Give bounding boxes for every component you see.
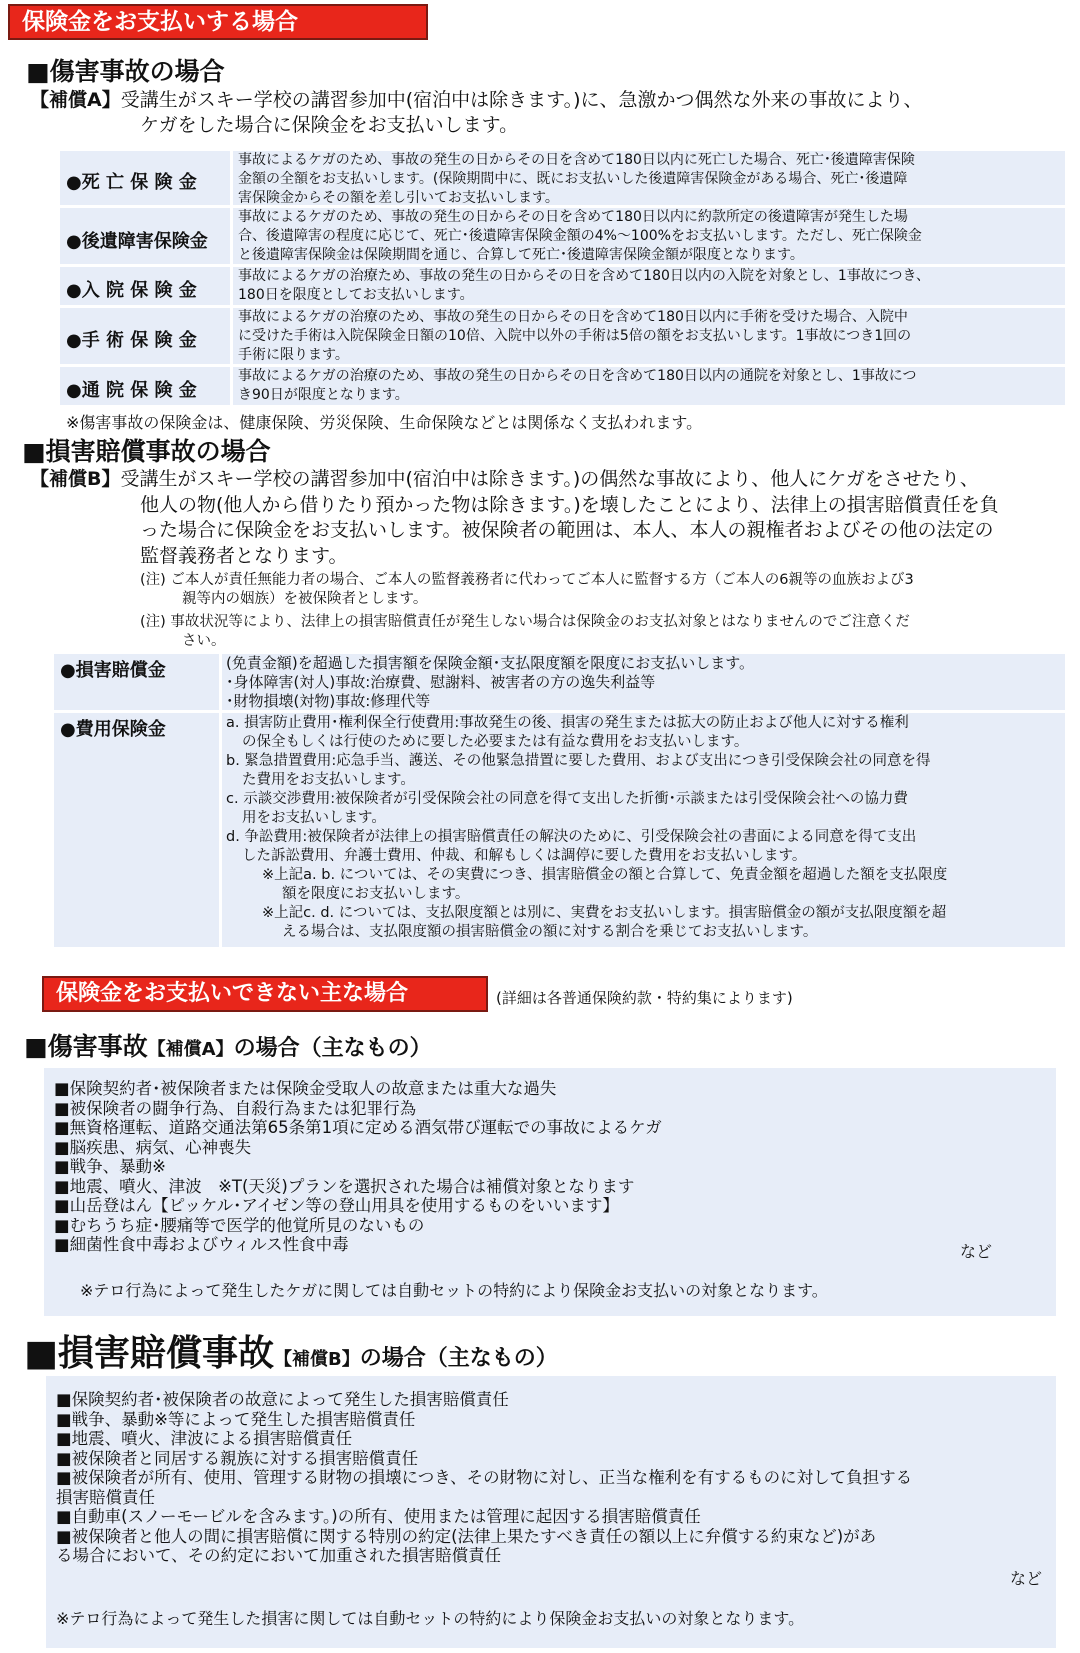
nopay-injury-list (54, 1079, 662, 1255)
nopay-liability-list (56, 1390, 912, 1566)
liability-intro-line: った場合に保険金をお支払いします。被保険者の範囲は、本人、本人の親権者およびその他の法定の (140, 519, 994, 541)
desc-line: き90日が限度となります。 (238, 387, 409, 403)
desc-line: ･財物損壊(対物)事故:修理代等 (226, 692, 431, 710)
injury-row-surgery-desc (238, 308, 911, 365)
liability-note-1 (140, 571, 914, 609)
heading-tag: 【補償B】 (274, 1349, 360, 1370)
injury-footnote: ※傷害事故の保険金は、健康保険、労災保険、生命保険などとは関係なく支払われます。 (66, 413, 703, 432)
expense-item-b (226, 752, 947, 790)
list-item: ■山岳登はん【ピッケル･アイゼン等の登山用具を使用するものをいいます】 (54, 1196, 619, 1215)
expense-item-a (226, 714, 947, 752)
list-item: ■被保険者と同居する親族に対する損害賠償責任 (56, 1448, 419, 1468)
injury-row-outpatient-label: ●通 院 保 険 金 (66, 380, 197, 401)
liability-row-expenses-desc (226, 714, 947, 942)
desc-line: した訴訟費用、弁護士費用、仲裁、和解もしくは調停に要した費用をお支払いします。 (242, 848, 807, 864)
injury-row-death-label: ●死 亡 保 険 金 (66, 172, 197, 193)
list-item-line: 損害賠償責任 (56, 1487, 155, 1507)
nopay-liability-footnote: ※テロ行為によって発生した損害に関しては自動セットの特約により保険金お支払いの対象となります。 (56, 1609, 805, 1628)
desc-line: ※上記a. b. については、その実費につき、損害賠償金の額と合算して、免責金額を超過した額を支払限度 (262, 867, 948, 883)
desc-line: 害保険金からその額を差し引いてお支払いします。 (238, 190, 559, 206)
nopay-liability-etc: など (1010, 1569, 1043, 1588)
liability-row-damages-desc (226, 654, 754, 711)
list-item: ■戦争、暴動※等によって発生した損害賠償責任 (56, 1409, 416, 1429)
nopay-injury-footnote: ※テロ行為によって発生したケガに関しては自動セットの特約により保険金お支払いの対象となります。 (80, 1281, 828, 1300)
liability-row-expenses-label: ●費用保険金 (60, 719, 166, 740)
liability-row-expenses-label-cell (54, 713, 219, 947)
injury-tag: 【補償A】 (30, 89, 121, 111)
desc-line: 金額の全額をお支払いします。(保険期間中に、既にお支払いした後遺障害保険金がある場合、死亡･後遺障 (238, 171, 908, 187)
desc-line: 合、後遺障害の程度に応じて、死亡･後遺障害保険金額の4%～100%をお支払いします。ただし、死亡保険金 (238, 228, 922, 244)
nopay-liability-heading (24, 1325, 558, 1376)
desc-line: 事故によるケガの治療のため、事故の発生の日からその日を含めて180日以内に手術を受けた場合、入院中 (238, 309, 908, 325)
note-line: 親等内の姻族）を被保険者とします。 (182, 591, 428, 607)
liability-intro-line: 他人の物(他人から借りたり預かった物は除きます。)を壊したことにより、法律上の損害賠償責任を負 (140, 493, 999, 516)
injury-row-hospital-label: ●入 院 保 険 金 (66, 280, 197, 301)
liability-row-damages-label: ●損害賠償金 (60, 660, 166, 681)
liability-note-2 (140, 613, 910, 651)
liability-intro (30, 467, 999, 569)
list-item: ■脳疾患、病気、心神喪失 (54, 1137, 252, 1157)
desc-line: 180日を限度としてお支払いします。 (238, 287, 474, 303)
expense-item-d (226, 828, 947, 866)
desc-line: 額を限度にお支払いします。 (282, 886, 470, 902)
list-item: ■自動車(スノーモービルを含みます。)の所有、使用または管理に起因する損害賠償責任 (56, 1507, 701, 1526)
injury-intro-line: ケガをした場合に保険金をお支払いします。 (140, 114, 519, 136)
desc-line: 手術に限ります。 (238, 347, 349, 363)
list-item: ■保険契約者･被保険者の故意によって発生した損害賠償責任 (56, 1390, 509, 1409)
expense-note-cd (226, 904, 947, 942)
list-item-line: ■被保険者が所有、使用、管理する財物の損壊につき、その財物に対し、正当な権利を有するものに対して負担する (56, 1468, 913, 1487)
liability-intro-line: 監督義務者となります。 (140, 544, 348, 567)
list-item: ■戦争、暴動※ (54, 1157, 166, 1176)
desc-line: c. 示談交渉費用:被保険者が引受保険会社の同意を得て支出した折衝･示談または引受保険会社への協力費 (226, 791, 908, 807)
list-item: ■地震、噴火、津波 ※T(天災)プランを選択された場合は補償対象となります (54, 1176, 635, 1196)
liability-heading: ■損害賠償事故の場合 (22, 437, 271, 466)
desc-line: (免責金額)を超過した損害額を保険金額･支払限度額を限度にお支払いします。 (226, 654, 755, 672)
desc-line: 事故によるケガのため、事故の発生の日からその日を含めて180日以内に死亡した場合、死亡･後遺障害保険 (238, 152, 915, 168)
injury-row-surgery-label: ●手 術 保 険 金 (66, 330, 197, 351)
desc-line: b. 緊急措置費用:応急手当、護送、その他緊急措置に要した費用、および支出につき引受保険会社の同意を得 (226, 753, 931, 769)
desc-line: と後遺障害保険金は保険期間を通じ、合算して死亡･後遺障害保険金額が限度となります。 (238, 247, 804, 263)
list-item: ■保険契約者･被保険者または保険金受取人の故意または重大な過失 (54, 1079, 557, 1098)
injury-row-outpatient-desc (238, 367, 917, 405)
list-item (56, 1468, 912, 1507)
heading-suffix: の場合（主なもの） (359, 1346, 558, 1371)
injury-row-death-desc (238, 151, 915, 208)
desc-line: た費用をお支払いします。 (242, 772, 415, 788)
liability-intro-line: 受講生がスキー学校の講習参加中(宿泊中は除きます。)の偶然な事故により、他人にケガをさせたり、 (120, 468, 979, 490)
injury-heading: ■傷害事故の場合 (26, 57, 225, 86)
section-nopay-note: (詳細は各普通保険約款・特約集によります) (496, 989, 793, 1007)
injury-intro-line: 受講生がスキー学校の講習参加中(宿泊中は除きます。)に、急激かつ偶然な外来の事故により、 (120, 89, 923, 111)
desc-line: に受けた手術は入院保険金日額の10倍、入院中以外の手術は5倍の額をお支払いします。1事故につき1回の (238, 328, 912, 344)
list-item-line: る場合において、その約定において加重された損害賠償責任 (56, 1546, 502, 1565)
desc-line: d. 争訟費用:被保険者が法律上の損害賠償責任の解決のために、引受保険会社の書面による同意を得て支出 (226, 829, 917, 845)
note-line: (注) 事故状況等により、法律上の損害賠償責任が発生しない場合は保険金のお支払対象とはなりませんのでご注意くだ (140, 614, 910, 630)
expense-item-c (226, 790, 947, 828)
desc-line: の保全もしくは行使のために要した必要または有益な費用をお支払いします。 (242, 734, 749, 750)
desc-line: 事故によるケガの治療ため、事故の発生の日からその日を含めて180日以内の入院を対象とし、1事故につき、 (238, 268, 930, 284)
list-item (56, 1527, 912, 1566)
desc-line: 事故によるケガのため、事故の発生の日からその日を含めて180日以内に約款所定の後遺障害が発生した場 (238, 209, 908, 225)
injury-row-hospital-desc (238, 267, 930, 305)
list-item: ■無資格運転、道路交通法第65条第1項に定める酒気帯び運転での事故によるケガ (54, 1118, 662, 1137)
injury-row-disability-desc (238, 208, 922, 265)
list-item: ■むちうち症･腰痛等で医学的他覚所見のないもの (54, 1215, 425, 1235)
list-item-line: ■被保険者と他人の間に損害賠償に関する特別の約定(法律上果たすべき責任の額以上に弁償する約束など)があ (56, 1526, 877, 1546)
heading-suffix: の場合（主なもの） (233, 1036, 432, 1061)
heading-main: ■損害賠償事故 (24, 1333, 275, 1374)
nopay-injury-etc: など (960, 1242, 993, 1261)
heading-main: ■傷害事故 (24, 1032, 148, 1061)
section-nopay-banner: 保険金をお支払いできない主な場合 (42, 976, 488, 1012)
expense-note-ab (226, 866, 947, 904)
desc-line: ※上記c. d. については、支払限度額とは別に、実費をお支払いします。損害賠償金の額が支払限度額を超 (262, 905, 947, 921)
note-line: (注) ご本人が責任無能力者の場合、ご本人の監督義務者に代わってご本人に監督する方（ご本人の6親等の血族および3 (140, 572, 914, 588)
heading-tag: 【補償A】 (147, 1039, 234, 1060)
desc-line: 事故によるケガの治療のため、事故の発生の日からその日を含めて180日以内の通院を対象とし、1事故につ (238, 368, 917, 384)
nopay-injury-heading (24, 1027, 432, 1063)
list-item: ■細菌性食中毒およびウィルス性食中毒 (54, 1235, 349, 1254)
section-pay-banner: 保険金をお支払いする場合 (8, 4, 428, 40)
list-item: ■地震、噴火、津波による損害賠償責任 (56, 1429, 353, 1448)
desc-line: える場合は、支払限度額の損害賠償金の額に対する割合を乗じてお支払いします。 (282, 924, 818, 940)
note-line: さい。 (182, 633, 226, 649)
injury-intro (30, 88, 923, 138)
desc-line: 用をお支払いします。 (242, 810, 386, 826)
injury-row-disability-label: ●後遺障害保険金 (66, 231, 208, 252)
desc-line: a. 損害防止費用･権利保全行使費用:事故発生の後、損害の発生または拡大の防止および他人に対する権利 (226, 715, 909, 731)
desc-line: ･身体障害(対人)事故:治療費、慰謝料、被害者の方の逸失利益等 (226, 673, 656, 691)
liability-tag: 【補償B】 (30, 468, 121, 490)
list-item: ■被保険者の闘争行為、自殺行為または犯罪行為 (54, 1098, 417, 1118)
